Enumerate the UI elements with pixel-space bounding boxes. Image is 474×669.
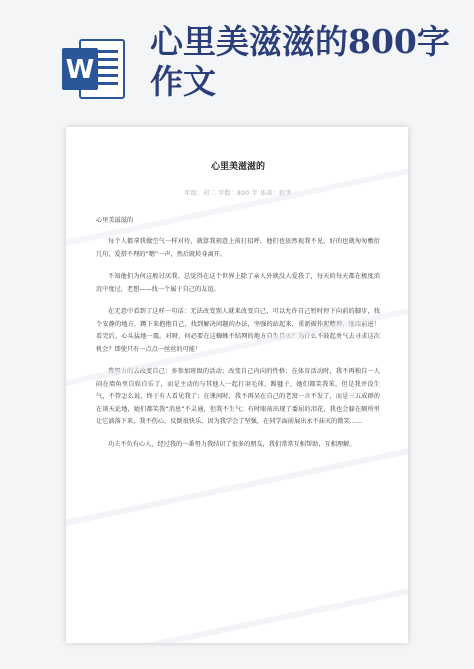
paragraph-1: 每个人都拿我做空气一样对待，就算我刻意上前打招呼，他们也依然视我不见，好的也就匆匆敷衍几句，爱搭不理的“嗯”一声，然后就转身离开。 (96, 238, 380, 258)
document-title: 心里美滋滋的 (210, 162, 265, 172)
document-page (66, 127, 408, 643)
page-title: 心里美滋滋的800字作文 (150, 22, 450, 101)
paragraph-5: 功夫不负有心人，经过我的一番努力我结识了很多的朋友，我们常常互相帮助，互相理解。 (108, 440, 356, 448)
paragraph-4: 我努力的去改变自己：多参加班级的活动；改变自己内向的性格；在体育活动时，我不再独自一人闷在墙角里自娱自乐了，而是主动的与其他人一起打羽毛球、踢毽子，她们都笑我笨，但是我并没生气，不管怎么说，终于有人看见我了；在课间时，我不再呆在自己的老窝一言不发了，而是三五成群的在谈天论地，她们都笑我“消息”不灵通，但我不生气；有时眼前出现了委屈的泪花，我也会躲在厕所里让它淌落下来，我不伤心，反倒很快乐，因为我学会了坚强，在同学面前展出永不抹灭的微笑…… (96, 368, 380, 425)
word-document-icon (58, 34, 128, 104)
paragraph-3: 在无意中看到了这样一句话：无法改变别人就来改变自己，可以允许自己暂时停下向前的脚步，找个安静的地方，蹲下来抱抱自己，找到解决问题的办法，坚强的站起来，重新振作起精神，继续前进！看完后，心头猛地一震。对呀，何必要在这蜘蛛不结网的地方自生自灭？为什么不鼓起勇气去寻求这次机会？即使只有一点点一丝丝的可能！ (96, 308, 380, 353)
document-subhead: 心里美滋滋的 (96, 217, 134, 224)
banner (0, 0, 474, 120)
word-icon-letter: W (65, 55, 95, 85)
paragraph-2: 不知他们为何这般讨厌我。总觉得在这个世界上除了亲人外就没人爱我了，每天的每天都在极度消沉中度过，老想——找一个属于自己的友谊。 (96, 273, 380, 293)
document-meta: 年级：初二 字数：800 字 体裁：叙事 (184, 190, 292, 197)
